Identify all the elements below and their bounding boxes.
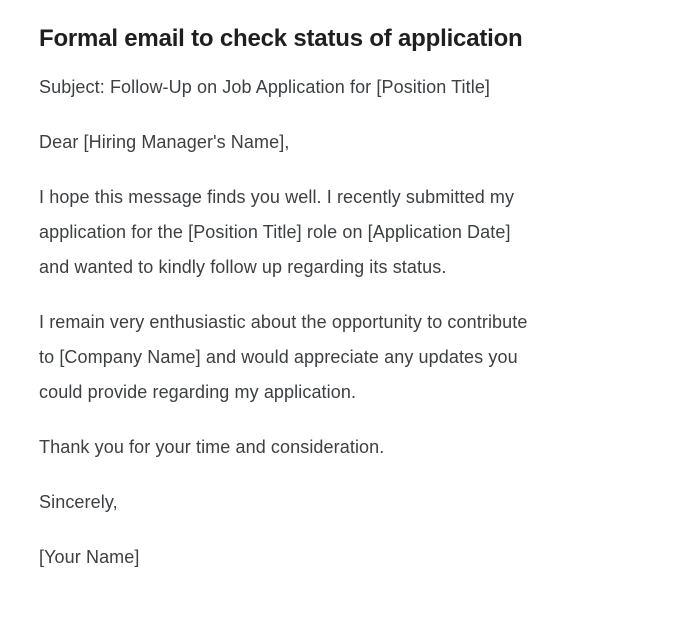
email-greeting: Dear [Hiring Manager's Name], [39, 132, 290, 152]
email-paragraph [39, 180, 660, 285]
email-subject-line: Subject: Follow-Up on Job Application for [Position Title] [39, 77, 491, 97]
email-signature-name: [Your Name] [39, 547, 140, 567]
page-title: Formal email to check status of application [39, 25, 523, 52]
paragraph-line: could provide regarding my application. [39, 382, 357, 402]
paragraph-line: and wanted to kindly follow up regarding its status. [39, 257, 447, 277]
paragraph-line: to [Company Name] and would appreciate any updates you [39, 347, 518, 367]
email-sign-off: Sincerely, [39, 492, 118, 512]
paragraph-line: I hope this message finds you well. I recently submitted my [39, 187, 515, 207]
email-thanks-line: Thank you for your time and consideration. [39, 437, 385, 457]
paragraph-line: I remain very enthusiastic about the opportunity to contribute [39, 312, 528, 332]
email-paragraph [39, 305, 660, 410]
paragraph-line: application for the [Position Title] role on [Application Date] [39, 222, 511, 242]
